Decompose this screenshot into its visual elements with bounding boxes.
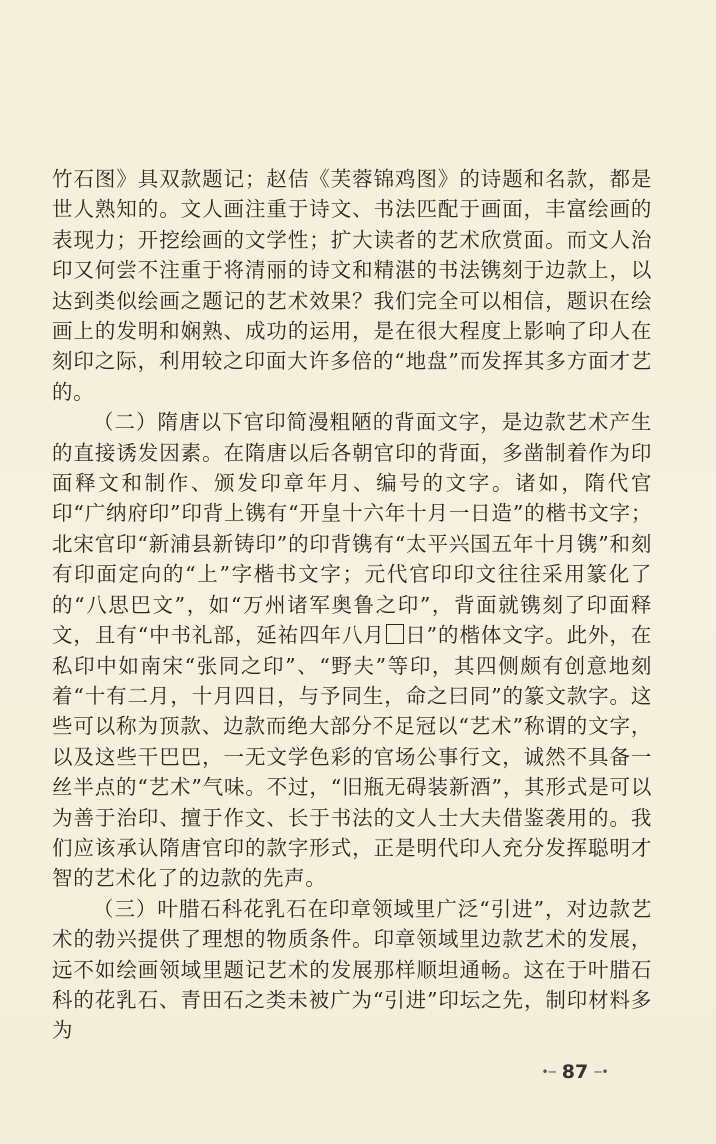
paragraph-2-part-2: 日”的楷体文字。此外，在私印中如南宋“张同之印”、“野夫”等印，其四侧颇有创意地刻着“十有二月，十月四日，与予同生，命之曰同”的篆文款字。这些可以称为顶款、边款而绝大部分不足冠以“艺术”称谓的文字，以及这些干巴巴，一无文学色彩的官场公事行文，诚然不具备一丝半点的“艺术”气味。不过，“旧瓶无碍装新酒”，其形式是可以为善于治印、擅于作文、长于书法的文人士大夫借鉴袭用的。我们应该承认隋唐官印的款字形式，正是明代印人充分发挥聪明才智的艺术化了的边款的先声。 <box>52 623 652 891</box>
ornament-right-icon: ─• <box>594 1065 609 1079</box>
page-footer <box>530 1060 620 1084</box>
missing-character-box <box>386 624 404 644</box>
body-text <box>52 164 652 1046</box>
paragraph-3: （三）叶腊石科花乳石在印章领域里广泛“引进”，对边款艺术的勃兴提供了理想的物质条件。印章领域里边款艺术的发展，远不如绘画领域里题记艺术的发展那样顺坦通畅。这在于叶腊石科的花乳石、青田石之类未被广为“引进”印坛之先，制印材料多为 <box>52 896 652 1043</box>
paragraph-1: 竹石图》具双款题记；赵佶《芙蓉锦鸡图》的诗题和名款，都是世人熟知的。文人画注重于诗文、书法匹配于画面，丰富绘画的表现力；开挖绘画的文学性；扩大读者的艺术欣赏面。而文人治印又何尝不注重于将清丽的诗文和精湛的书法镌刻于边款上，以达到类似绘画之题记的艺术效果？我们完全可以相信，题识在绘画上的发明和娴熟、成功的运用，是在很大程度上影响了印人在刻印之际，利用较之印面大许多倍的“地盘”而发挥其多方面才艺的。 <box>52 167 652 404</box>
paragraph-2 <box>52 407 652 894</box>
ornament-left-icon: •─ <box>541 1065 556 1079</box>
paragraph-2-part-1: （二）隋唐以下官印简漫粗陋的背面文字，是边款艺术产生的直接诱发因素。在隋唐以后各朝官印的背面，多凿制着作为印面释文和制作、颁发印章年月、编号的文字。诸如，隋代官印“广纳府印”印背上镌有“开皇十六年十月一日造”的楷书文字；北宋官印“新浦县新铸印”的印背镌有“太平兴国五年十月镌”和刻有印面定向的“上”字楷书文字；元代官印印文往往采用篆化了的“八思巴文”，如“万州诸军奥鲁之印”，背面就镌刻了印面释文，且有“中书礼部，延祐四年八月 <box>52 410 652 648</box>
page-number: 87 <box>561 1061 589 1083</box>
